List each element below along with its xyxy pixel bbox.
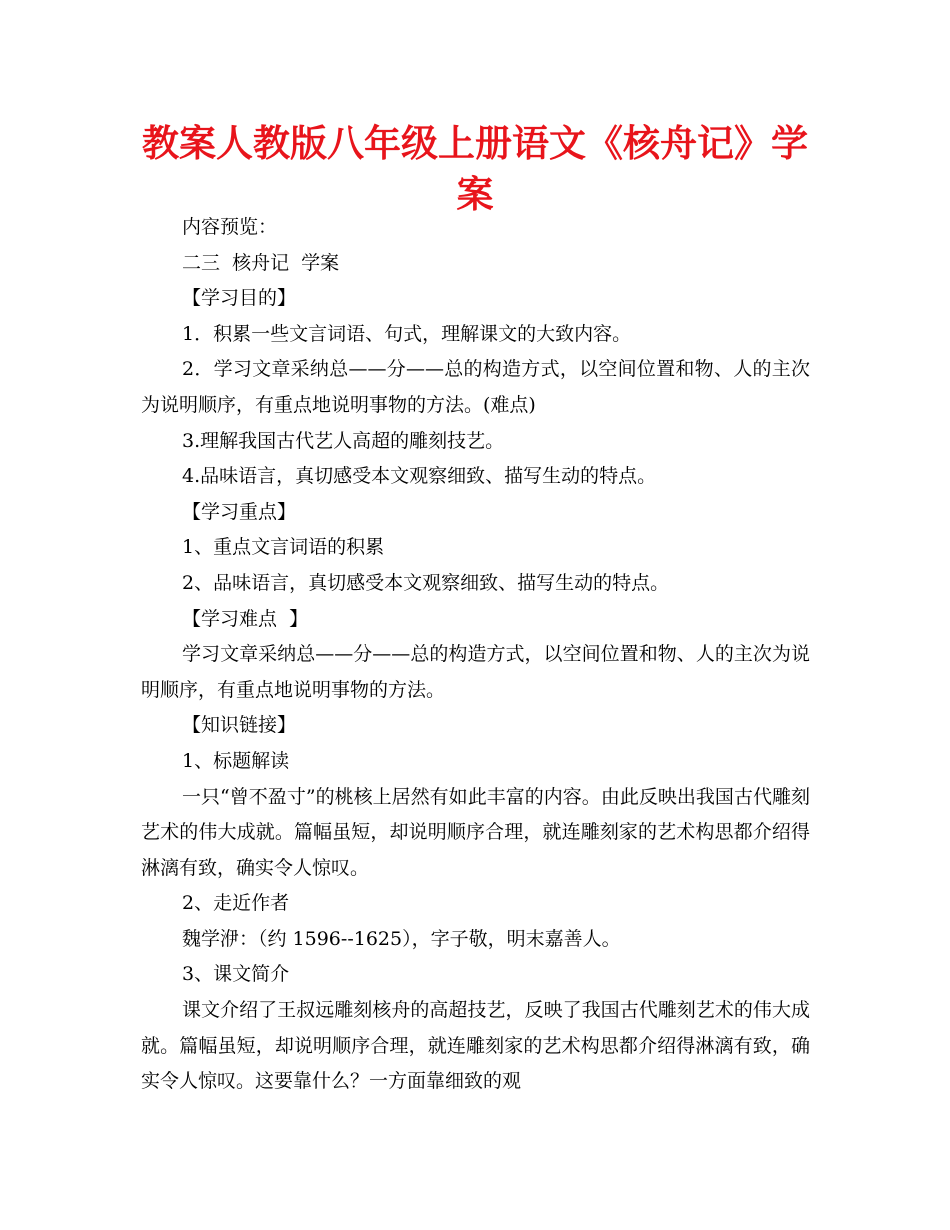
difficulty-text: 学习文章采纳总——分——总的构造方式，以空间位置和物、人的主次为说明顺序，有重点地说明事物的方法。	[141, 643, 810, 701]
objective-item: 4.品味语言，真切感受本文观察细致、描写生动的特点。	[182, 465, 657, 488]
subheading-author: 2、走近作者	[182, 892, 290, 915]
objective-item: 3.理解我国古代艺人高超的雕刻技艺。	[182, 429, 505, 452]
title-reading-text: 一只“曾不盈寸”的桃核上居然有如此丰富的内容。由此反映出我国古代雕刻艺术的伟大成就。篇幅虽短，却说明顺序合理，就连雕刻家的艺术构思都介绍得淋漓有致，确实令人惊叹。	[141, 785, 810, 879]
objective-item: 2．学习文章采纳总——分——总的构造方式，以空间位置和物、人的主次为说明顺序，有重点地说明事物的方法。(难点)	[141, 358, 810, 416]
paragraph-preview-label: 内容预览：	[182, 216, 278, 238]
subheading-summary: 3、课文简介	[182, 963, 290, 986]
document-title: 教案人教版八年级上册语文《核舟记》学案	[142, 122, 808, 216]
author-text: 魏学洢：（约 1596--1625），字子敬，明末嘉善人。	[182, 927, 621, 950]
paragraph-lesson-heading: 二三 核舟记 学案	[182, 251, 340, 274]
summary-text: 课文介绍了王叔远雕刻核舟的高超技艺，反映了我国古代雕刻艺术的伟大成就。篇幅虽短，却说明顺序合理，就连雕刻家的艺术构思都介绍得淋漓有致，确实令人惊叹。这要靠什么？一方面靠细致的观	[141, 999, 810, 1093]
section-heading-difficulties: 【学习难点 】	[182, 607, 309, 630]
document-body	[141, 210, 810, 1100]
section-heading-knowledge-links: 【知识链接】	[182, 714, 297, 737]
section-heading-key-points: 【学习重点】	[182, 500, 297, 523]
key-point-item: 1、重点文言词语的积累	[182, 536, 385, 559]
objective-item: 1．积累一些文言词语、句式，理解课文的大致内容。	[182, 322, 632, 345]
section-heading-objectives: 【学习目的】	[182, 287, 297, 310]
key-point-item: 2、品味语言，真切感受本文观察细致、描写生动的特点。	[182, 571, 670, 594]
subheading-title-reading: 1、标题解读	[182, 749, 290, 772]
